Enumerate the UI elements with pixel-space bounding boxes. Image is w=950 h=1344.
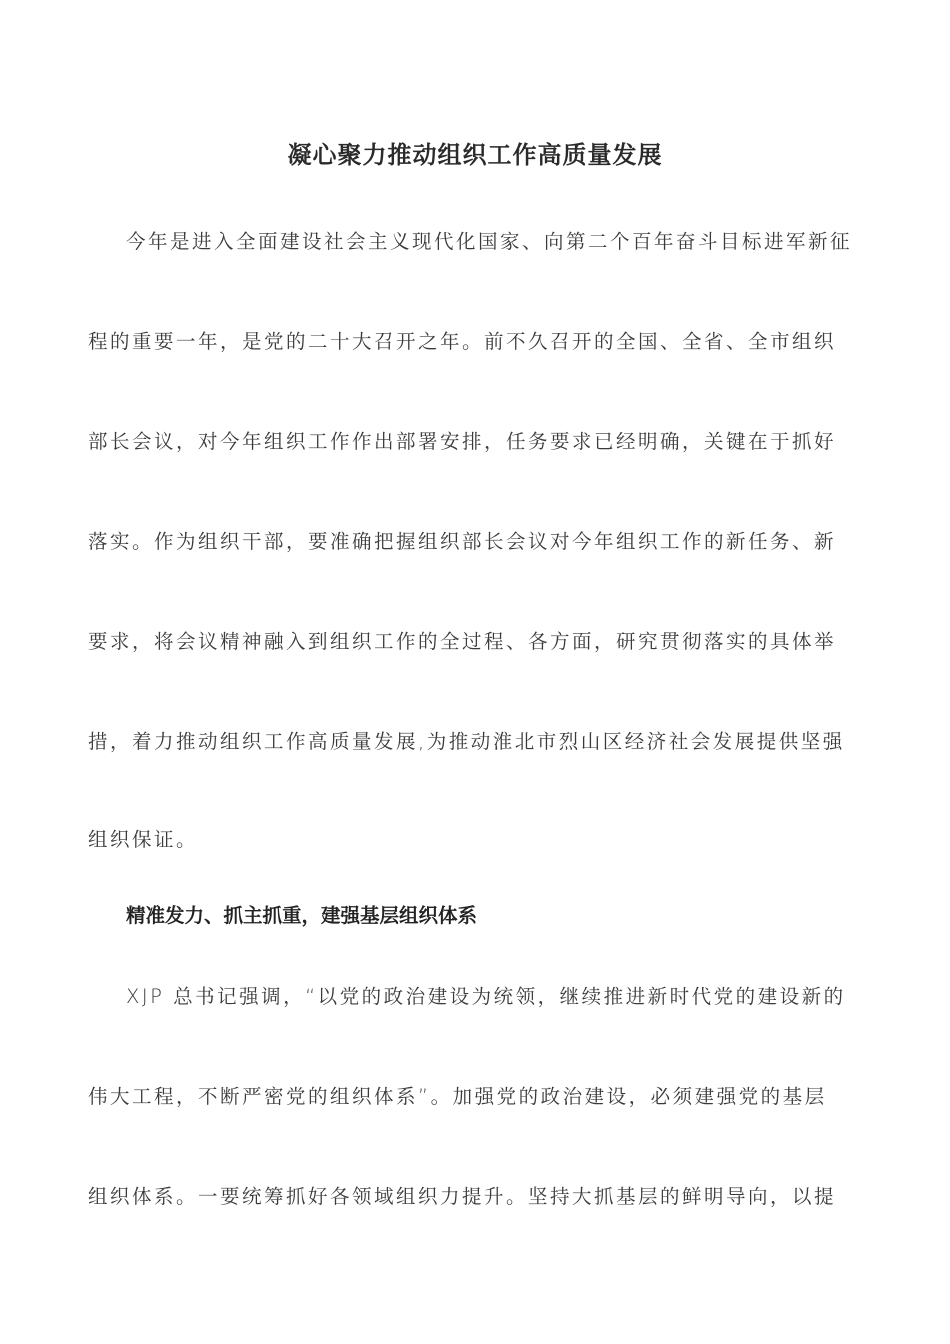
paragraph-line: 组织体系。一要统筹抓好各领域组织力提升。坚持大抓基层的鲜明导向，以提 (88, 1185, 837, 1208)
paragraph-line: XJP 总书记强调，“以党的政治建设为统领，继续推进新时代党的建设新的 (126, 985, 846, 1008)
paragraph-line: 要求，将会议精神融入到组织工作的全过程、各方面，研究贯彻落实的具体举 (88, 630, 837, 653)
document-title: 凝心聚力推动组织工作高质量发展 (287, 141, 663, 169)
paragraph-line: 部长会议，对今年组织工作作出部署安排，任务要求已经明确，关键在于抓好 (88, 430, 837, 453)
paragraph-line: 程的重要一年，是党的二十大召开之年。前不久召开的全国、全省、全市组织 (88, 330, 837, 353)
paragraph-line: 落实。作为组织干部，要准确把握组织部长会议对今年组织工作的新任务、新 (88, 530, 837, 553)
section-heading: 精准发力、抓主抓重，建强基层组织体系 (126, 904, 478, 927)
paragraph-line: 措，着力推动组织工作高质量发展,为推动淮北市烈山区经济社会发展提供坚强 (88, 730, 845, 753)
paragraph-line: 组织保证。 (88, 828, 199, 851)
paragraph-line: 今年是进入全面建设社会主义现代化国家、向第二个百年奋斗目标进军新征 (126, 230, 853, 253)
paragraph-line: 伟大工程，不断严密党的组织体系”。加强党的政治建设，必须建强党的基层 (88, 1085, 827, 1108)
